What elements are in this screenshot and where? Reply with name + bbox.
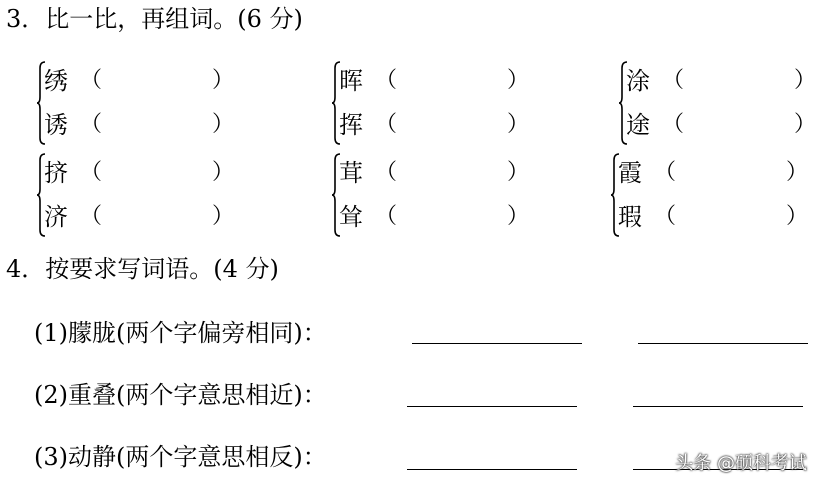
close-paren: ） bbox=[794, 68, 817, 93]
open-paren: （ bbox=[80, 112, 103, 137]
character: 茸 bbox=[339, 159, 363, 187]
character: 挥 bbox=[339, 111, 363, 139]
question-4-item-3: (3)动静(两个字意思相反)： bbox=[34, 443, 327, 471]
character: 绣 bbox=[44, 67, 68, 95]
open-paren: （ bbox=[654, 160, 677, 185]
answer-blank[interactable] bbox=[412, 343, 582, 344]
open-paren: （ bbox=[375, 112, 398, 137]
pair-row-bottom bbox=[44, 108, 235, 142]
close-paren: ） bbox=[507, 160, 530, 185]
character: 涂 bbox=[626, 67, 650, 95]
pair-row-top bbox=[339, 156, 530, 190]
answer-blank[interactable] bbox=[407, 406, 577, 407]
pair-row-bottom bbox=[44, 200, 235, 234]
close-paren: ） bbox=[786, 204, 809, 229]
watermark: 头条 @硕科考试 bbox=[675, 453, 807, 474]
close-paren: ） bbox=[507, 112, 530, 137]
open-paren: （ bbox=[654, 204, 677, 229]
open-paren: （ bbox=[375, 68, 398, 93]
word-pair-5 bbox=[331, 152, 551, 238]
close-paren: ） bbox=[212, 204, 235, 229]
close-paren: ） bbox=[212, 112, 235, 137]
character: 途 bbox=[626, 111, 650, 139]
question-3-title: 3．比一比，再组词。(6 分) bbox=[6, 5, 303, 33]
pair-row-bottom bbox=[626, 108, 817, 142]
pair-row-top bbox=[44, 156, 235, 190]
character: 霞 bbox=[618, 159, 642, 187]
close-paren: ） bbox=[507, 68, 530, 93]
open-paren: （ bbox=[662, 68, 685, 93]
close-paren: ） bbox=[786, 160, 809, 185]
answer-blank[interactable] bbox=[638, 343, 808, 344]
word-pair-4 bbox=[36, 152, 256, 238]
pair-row-bottom bbox=[339, 200, 530, 234]
word-pair-6 bbox=[610, 152, 821, 238]
pair-row-bottom bbox=[618, 200, 809, 234]
pair-row-top bbox=[339, 64, 530, 98]
pair-row-top bbox=[618, 156, 809, 190]
open-paren: （ bbox=[662, 112, 685, 137]
character: 济 bbox=[44, 203, 68, 231]
open-paren: （ bbox=[375, 204, 398, 229]
answer-blank[interactable] bbox=[633, 406, 803, 407]
pair-row-top bbox=[626, 64, 817, 98]
question-4-item-2: (2)重叠(两个字意思相近)： bbox=[34, 381, 327, 409]
close-paren: ） bbox=[794, 112, 817, 137]
word-pair-1 bbox=[36, 60, 256, 146]
open-paren: （ bbox=[80, 68, 103, 93]
pair-row-top bbox=[44, 64, 235, 98]
open-paren: （ bbox=[375, 160, 398, 185]
character: 晖 bbox=[339, 67, 363, 95]
close-paren: ） bbox=[507, 204, 530, 229]
close-paren: ） bbox=[212, 160, 235, 185]
close-paren: ） bbox=[212, 68, 235, 93]
question-4-title: 4．按要求写词语。(4 分) bbox=[6, 255, 279, 283]
character: 诱 bbox=[44, 111, 68, 139]
character: 瑕 bbox=[618, 203, 642, 231]
pair-row-bottom bbox=[339, 108, 530, 142]
open-paren: （ bbox=[80, 204, 103, 229]
answer-blank[interactable] bbox=[407, 469, 577, 470]
question-4-item-1: (1)朦胧(两个字偏旁相同)： bbox=[34, 319, 327, 347]
word-pair-2 bbox=[331, 60, 551, 146]
character: 耸 bbox=[339, 203, 363, 231]
word-pair-3 bbox=[618, 60, 821, 146]
character: 挤 bbox=[44, 159, 68, 187]
open-paren: （ bbox=[80, 160, 103, 185]
